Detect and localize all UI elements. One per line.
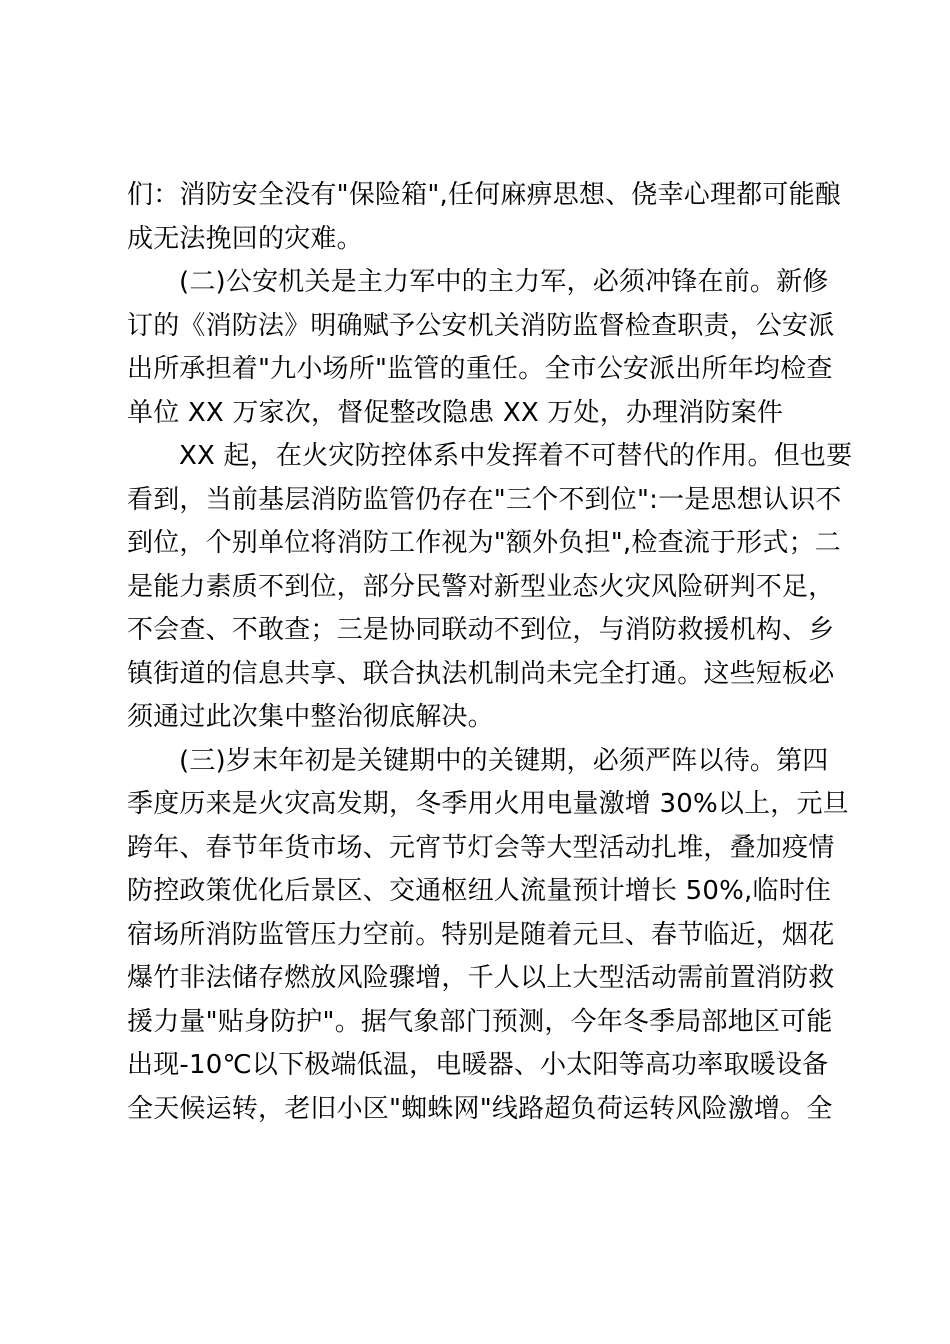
text-line: (二)公安机关是主力军中的主力军，必须冲锋在前。新修 (179, 267, 829, 297)
text-line: 到位，个别单位将消防工作视为"额外负担",检查流于形式；二 (127, 528, 841, 558)
text-line: 订的《消防法》明确赋予公安机关消防监督检查职责，公安派 (127, 310, 835, 341)
text-line: (三)岁末年初是关键期中的关键期，必须严阵以待。第四 (179, 745, 829, 776)
text-line: 出现-10℃以下极端低温，电暖器、小太阳等高功率取暖设备 (127, 1050, 829, 1080)
text-line: 全天候运转，老旧小区"蜘蛛网"线路超负荷运转风险激增。全 (127, 1093, 833, 1124)
text-line: 出所承担着"九小场所"监管的重任。全市公安派出所年均检查 (127, 354, 833, 384)
text-line: 不会查、不敢查；三是协同联动不到位，与消防救援机构、乡 (127, 615, 835, 645)
text-line: 爆竹非法储存燃放风险骤增，千人以上大型活动需前置消防救 (127, 963, 835, 993)
text-line: 援力量"贴身防护"。据气象部门预测，今年冬季局部地区可能 (127, 1006, 833, 1037)
text-line: 防控政策优化后景区、交通枢纽人流量预计增长 50%,临时住 (127, 876, 832, 906)
paragraph-4 (127, 740, 849, 1132)
text-line: XX 起，在火灾防控体系中发挥着不可替代的作用。但也要 (179, 441, 853, 471)
text-line: 镇街道的信息共享、联合执法机制尚未完全打通。这些短板必 (127, 658, 835, 689)
text-line: 单位 XX 万家次，督促整改隐患 XX 万处，办理消防案件 (127, 397, 784, 428)
paragraph-1 (127, 174, 841, 261)
text-line: 成无法挽回的灾难。 (127, 223, 363, 254)
text-line: 宿场所消防监管压力空前。特别是随着元旦、春节临近，烟花 (127, 919, 835, 950)
paragraph-2 (127, 261, 835, 435)
text-line: 是能力素质不到位，部分民警对新型业态火灾风险研判不足， (127, 571, 835, 602)
text-line: 季度历来是火灾高发期，冬季用火用电量激增 30%以上，元旦 (127, 789, 849, 819)
text-line: 跨年、春节年货市场、元宵节灯会等大型活动扎堆，叠加疫情 (127, 832, 835, 863)
text-line: 须通过此次集中整治彻底解决。 (127, 702, 494, 732)
document-body (127, 174, 853, 1131)
text-line: 看到，当前基层消防监管仍存在"三个不到位":一是思想认识不 (127, 484, 842, 515)
paragraph-3 (127, 435, 853, 740)
text-line: 们：消防安全没有"保险箱",任何麻痹思想、侥幸心理都可能酿 (127, 180, 841, 210)
